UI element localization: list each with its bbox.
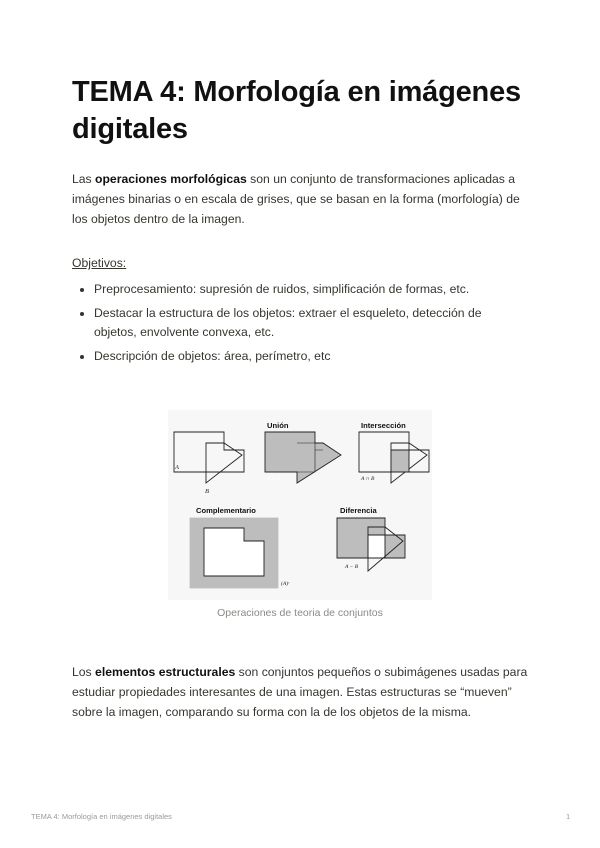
page-title: TEMA 4: Morfología en imágenes digitales: [72, 76, 521, 145]
intersection-title: Intersección: [361, 421, 406, 430]
union-title: Unión: [267, 421, 289, 430]
objectives-label: Objetivos:: [72, 256, 127, 270]
figure-caption: Operaciones de teoria de conjuntos: [217, 607, 383, 619]
intro-paragraph: [72, 169, 532, 229]
list-item-text: Destacar la estructura de los objetos: extraer el esqueleto, detección de objetos, envolvente convexa, etc.: [94, 306, 482, 339]
structuring-paragraph: [72, 662, 532, 722]
set-operations-diagram: [168, 410, 432, 600]
panel-complement: [190, 506, 290, 588]
structuring-prefix: Los: [72, 665, 96, 679]
intro-prefix: Las: [72, 172, 96, 186]
list-item: [72, 280, 522, 299]
bullet-icon: [80, 288, 84, 292]
label-b: B: [205, 488, 209, 495]
structuring-bold-term: elementos estructurales: [95, 665, 236, 679]
footer-title: TEMA 4: Morfología en imágenes digitales: [31, 812, 172, 821]
set-operations-figure: [168, 410, 432, 600]
label-a: A: [175, 464, 179, 471]
intro-text: son un conjunto de transformaciones aplicadas a imágenes binarias o en escala de grises, que se basan en la forma (morfología) de los objetos dentro de la imagen.: [72, 172, 520, 226]
complement-title: Complementario: [196, 506, 256, 515]
intro-bold-term: operaciones morfológicas: [95, 172, 247, 186]
list-item: [72, 347, 522, 366]
union-label: A ∪ B: [267, 476, 281, 482]
complement-label: (A)ᶜ: [281, 581, 290, 587]
bullet-icon: [80, 355, 84, 359]
objectives-list: [72, 280, 522, 371]
list-item-text: Preprocesamiento: supresión de ruidos, simplificación de formas, etc.: [94, 282, 470, 296]
list-item: [72, 304, 522, 342]
intersection-shape: [391, 450, 409, 472]
bullet-icon: [80, 312, 84, 316]
difference-removed-region: [368, 535, 385, 558]
page-number: 1: [566, 812, 571, 821]
difference-label: A − B: [345, 564, 359, 570]
intersection-label: A ∩ B: [361, 476, 375, 482]
difference-title: Diferencia: [340, 506, 377, 515]
structuring-text: son conjuntos pequeños o subimágenes usadas para estudiar propiedades interesantes de una imagen. Estas estructuras se “mueven” sobre la imagen, comparando su forma con la de los objetos de la misma.: [72, 665, 528, 719]
list-item-text: Descripción de objetos: área, perímetro, etc: [94, 349, 331, 363]
